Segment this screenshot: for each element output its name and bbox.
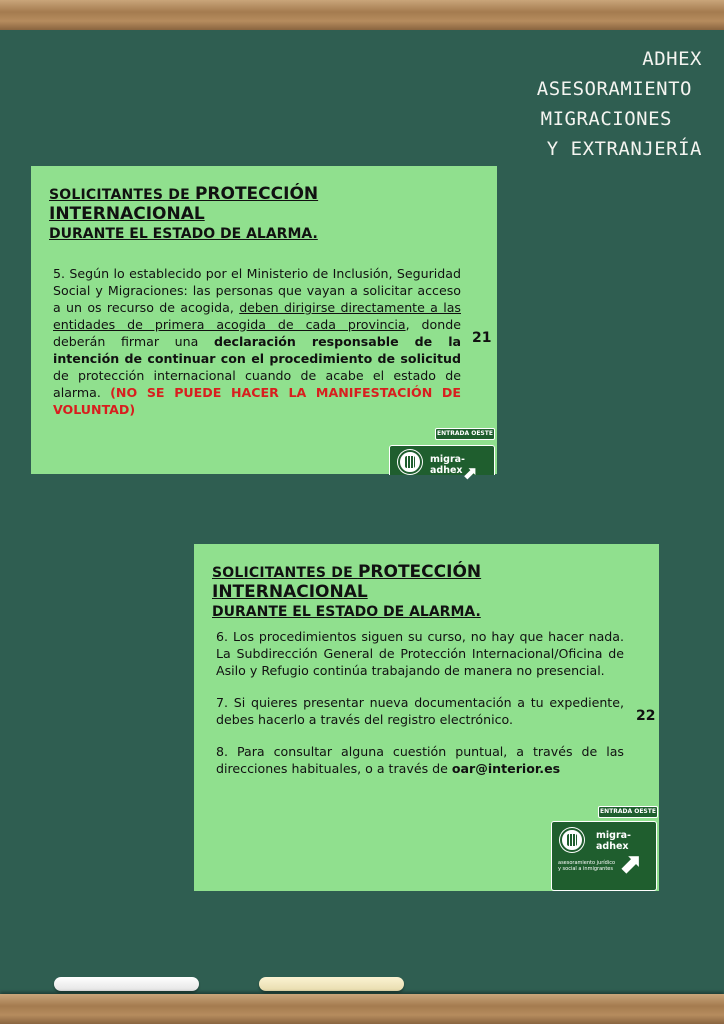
slide-21 xyxy=(31,166,497,484)
warning-text: (NO SE PUEDE HACER LA MANIFESTACIÓN DE VOLUNTAD) xyxy=(53,385,461,417)
text-run: 5. Según lo establecido por el Ministerio de Inclusión, Seguridad Social y Migraciones: las personas que vayan a solicitar acceso a un os recurso de acogida, xyxy=(53,266,461,315)
arrow-up-right-icon: ⬈ xyxy=(462,463,478,484)
paragraph-7: 7. Si quieres presentar nueva documentación a tu expediente, debes hacerlo a través del registro electrónico. xyxy=(216,695,624,727)
brand-line-2: ASESORAMIENTO xyxy=(536,78,692,100)
paragraph-5 xyxy=(53,265,461,418)
underlined-text: deben dirigirse directamente a las entidades de primera acogida de cada provincia xyxy=(53,300,461,332)
title-emphasis: PROTECCIÓN INTERNACIONAL xyxy=(212,562,482,602)
text-run: de protección internacional cuando de acabe el estado de alarma. xyxy=(53,368,461,400)
wood-frame-bottom xyxy=(0,994,724,1024)
sign-subtitle: asesoramiento jurídico y social a inmigrantes xyxy=(558,860,616,872)
bold-text: declaración responsable de la intención de continuar con el procedimiento de solicitud xyxy=(53,334,462,366)
sign-brand-text: migra-adhex xyxy=(596,830,631,852)
text-run: 8. Para consultar alguna cuestión puntual, a través de las direcciones habituales, o a través de xyxy=(216,744,624,776)
title-line-2: DURANTE EL ESTADO DE ALARMA. xyxy=(212,604,481,620)
title-prefix: SOLICITANTES DE xyxy=(212,565,358,581)
slide-title xyxy=(49,184,469,242)
logo-emblem-icon xyxy=(560,828,584,852)
page-number: 21 xyxy=(472,330,492,346)
title-emphasis: PROTECCIÓN INTERNACIONAL xyxy=(49,184,319,224)
brand-line-3: MIGRACIONES xyxy=(540,108,672,130)
sign-tag: ENTRADA OESTE xyxy=(598,806,658,818)
slide-title xyxy=(212,562,632,620)
wood-frame-top xyxy=(0,0,724,30)
cream-chalk-stick xyxy=(259,977,404,991)
slide-22 xyxy=(194,544,659,891)
slide-body xyxy=(53,265,461,433)
title-prefix: SOLICITANTES DE xyxy=(49,187,195,203)
paragraph-8 xyxy=(216,743,624,777)
white-chalk-stick xyxy=(54,977,199,991)
logo-emblem-icon xyxy=(398,450,422,474)
sign-brand-text: migra-adhex xyxy=(430,454,465,476)
email-address: oar@interior.es xyxy=(451,761,561,776)
title-line-2: DURANTE EL ESTADO DE ALARMA. xyxy=(49,226,318,242)
text-run: , donde deberán firmar una xyxy=(53,317,461,349)
brand-line-4: Y EXTRANJERÍA xyxy=(546,138,702,160)
slide-body xyxy=(216,628,624,792)
page-number: 22 xyxy=(636,708,656,724)
brand-line-1: ADHEX xyxy=(642,48,702,70)
road-sign-logo xyxy=(551,821,657,891)
brand-header xyxy=(537,44,702,164)
sign-tag: ENTRADA OESTE xyxy=(435,428,495,440)
arrow-up-right-icon: ⬈ xyxy=(618,847,642,880)
road-sign-logo xyxy=(389,445,495,484)
paragraph-6: 6. Los procedimientos siguen su curso, no hay que hacer nada. La Subdirección General de Protección Internacional/Oficina de Asilo y Refugio continúa trabajando de manera no presencial. xyxy=(216,629,624,678)
